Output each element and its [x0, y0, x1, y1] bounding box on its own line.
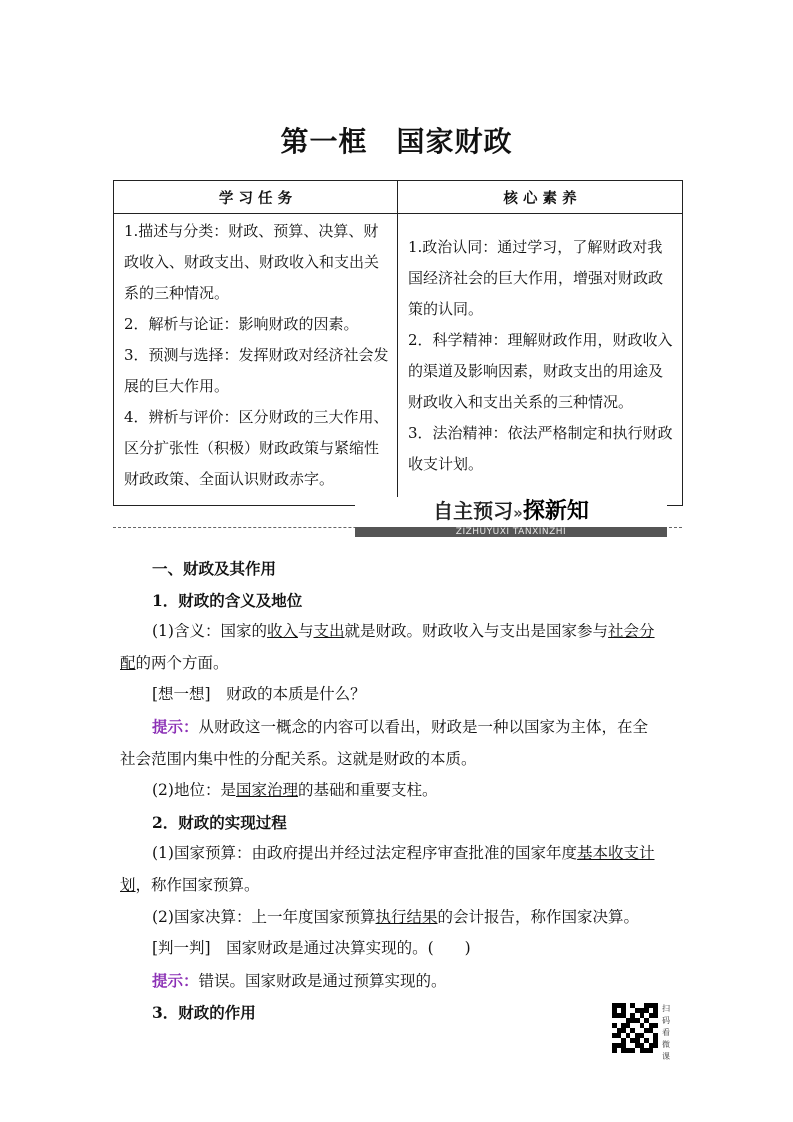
hint-label: 提示： — [152, 970, 199, 990]
subsection-heading: 2．财政的实现过程 — [152, 812, 287, 832]
core-literacy-item: 1.政治认同：通过学习，了解财政对我国经济社会的巨大作用，增强对财政政策的认同。 — [408, 237, 664, 318]
goals-table — [113, 180, 683, 506]
paragraph-definition: (1)含义：国家的收入与支出就是财政。财政收入与支出是国家参与社会分 — [152, 622, 655, 641]
core-literacy-item: 2．科学精神：理解财政作用，财政收入的渠道及影响因素，财政支出的用途及财政收入和支出关系的三种情况。 — [408, 330, 673, 411]
learning-task-item: 1.描述与分类：财政、预算、决算、财政收入、财政支出、财政收入和支出关系的三种情况。 — [124, 222, 380, 302]
judge-question: [判一判] 国家财政是通过决算实现的。( ) — [152, 939, 471, 958]
banner-subtitle: ZIZHUYUXI TANXINZHI — [355, 527, 667, 537]
banner-title — [355, 497, 667, 527]
paragraph-definition-cont: 配的两个方面。 — [120, 653, 229, 672]
paragraph-budget: (1)国家预算：由政府提出并经过法定程序审查批准的国家年度基本收支计 — [152, 844, 655, 863]
banner-part2: 探新知 — [522, 499, 589, 524]
core-literacy-cell — [398, 214, 683, 506]
learning-task-item: 4．辨析与评价：区分财政的三大作用、区分扩张性（积极）财政政策与紧缩性财政政策、全面认识财政赤字。 — [124, 408, 389, 488]
paragraph-budget-cont: 划，称作国家预算。 — [120, 875, 260, 894]
main-content — [120, 553, 680, 1029]
qr-caption: 扫码看微课 — [662, 1004, 670, 1061]
think-question: [想一想] 财政的本质是什么？ — [152, 685, 366, 704]
core-literacy-item: 3．法治精神：依法严格制定和执行财政收支计划。 — [408, 423, 673, 473]
hint-answer-cont: 社会范围内集中性的分配关系。这就是财政的本质。 — [120, 749, 477, 768]
subsection-heading: 3．财政的作用 — [152, 1003, 256, 1023]
learning-tasks-cell — [114, 214, 398, 506]
qr-code-icon[interactable] — [612, 1003, 658, 1053]
learning-task-item: 2．解析与论证：影响财政的因素。 — [124, 315, 359, 333]
double-arrow-icon: » — [513, 504, 523, 522]
hint-answer: 提示：从财政这一概念的内容可以看出，财政是一种以国家为主体，在全 — [152, 716, 649, 736]
header-learning-tasks: 学 习 任 务 — [114, 181, 398, 214]
hint-label: 提示： — [152, 716, 199, 736]
header-core-literacy: 核 心 素 养 — [398, 181, 683, 214]
hint-answer: 提示：错误。国家财政是通过预算实现的。 — [152, 970, 447, 990]
learning-task-item: 3．预测与选择：发挥财政对经济社会发展的巨大作用。 — [124, 346, 389, 395]
page-title: 第一框 国家财政 — [280, 125, 513, 158]
subsection-heading: 1．财政的含义及地位 — [152, 590, 303, 610]
paragraph-final-accounts: (2)国家决算：上一年度国家预算执行结果的会计报告，称作国家决算。 — [152, 907, 639, 926]
section-banner — [113, 497, 682, 539]
paragraph-status: (2)地位：是国家治理的基础和重要支柱。 — [152, 781, 438, 800]
section-heading: 一、财政及其作用 — [152, 559, 277, 578]
banner-part1: 自主预习 — [433, 499, 514, 523]
